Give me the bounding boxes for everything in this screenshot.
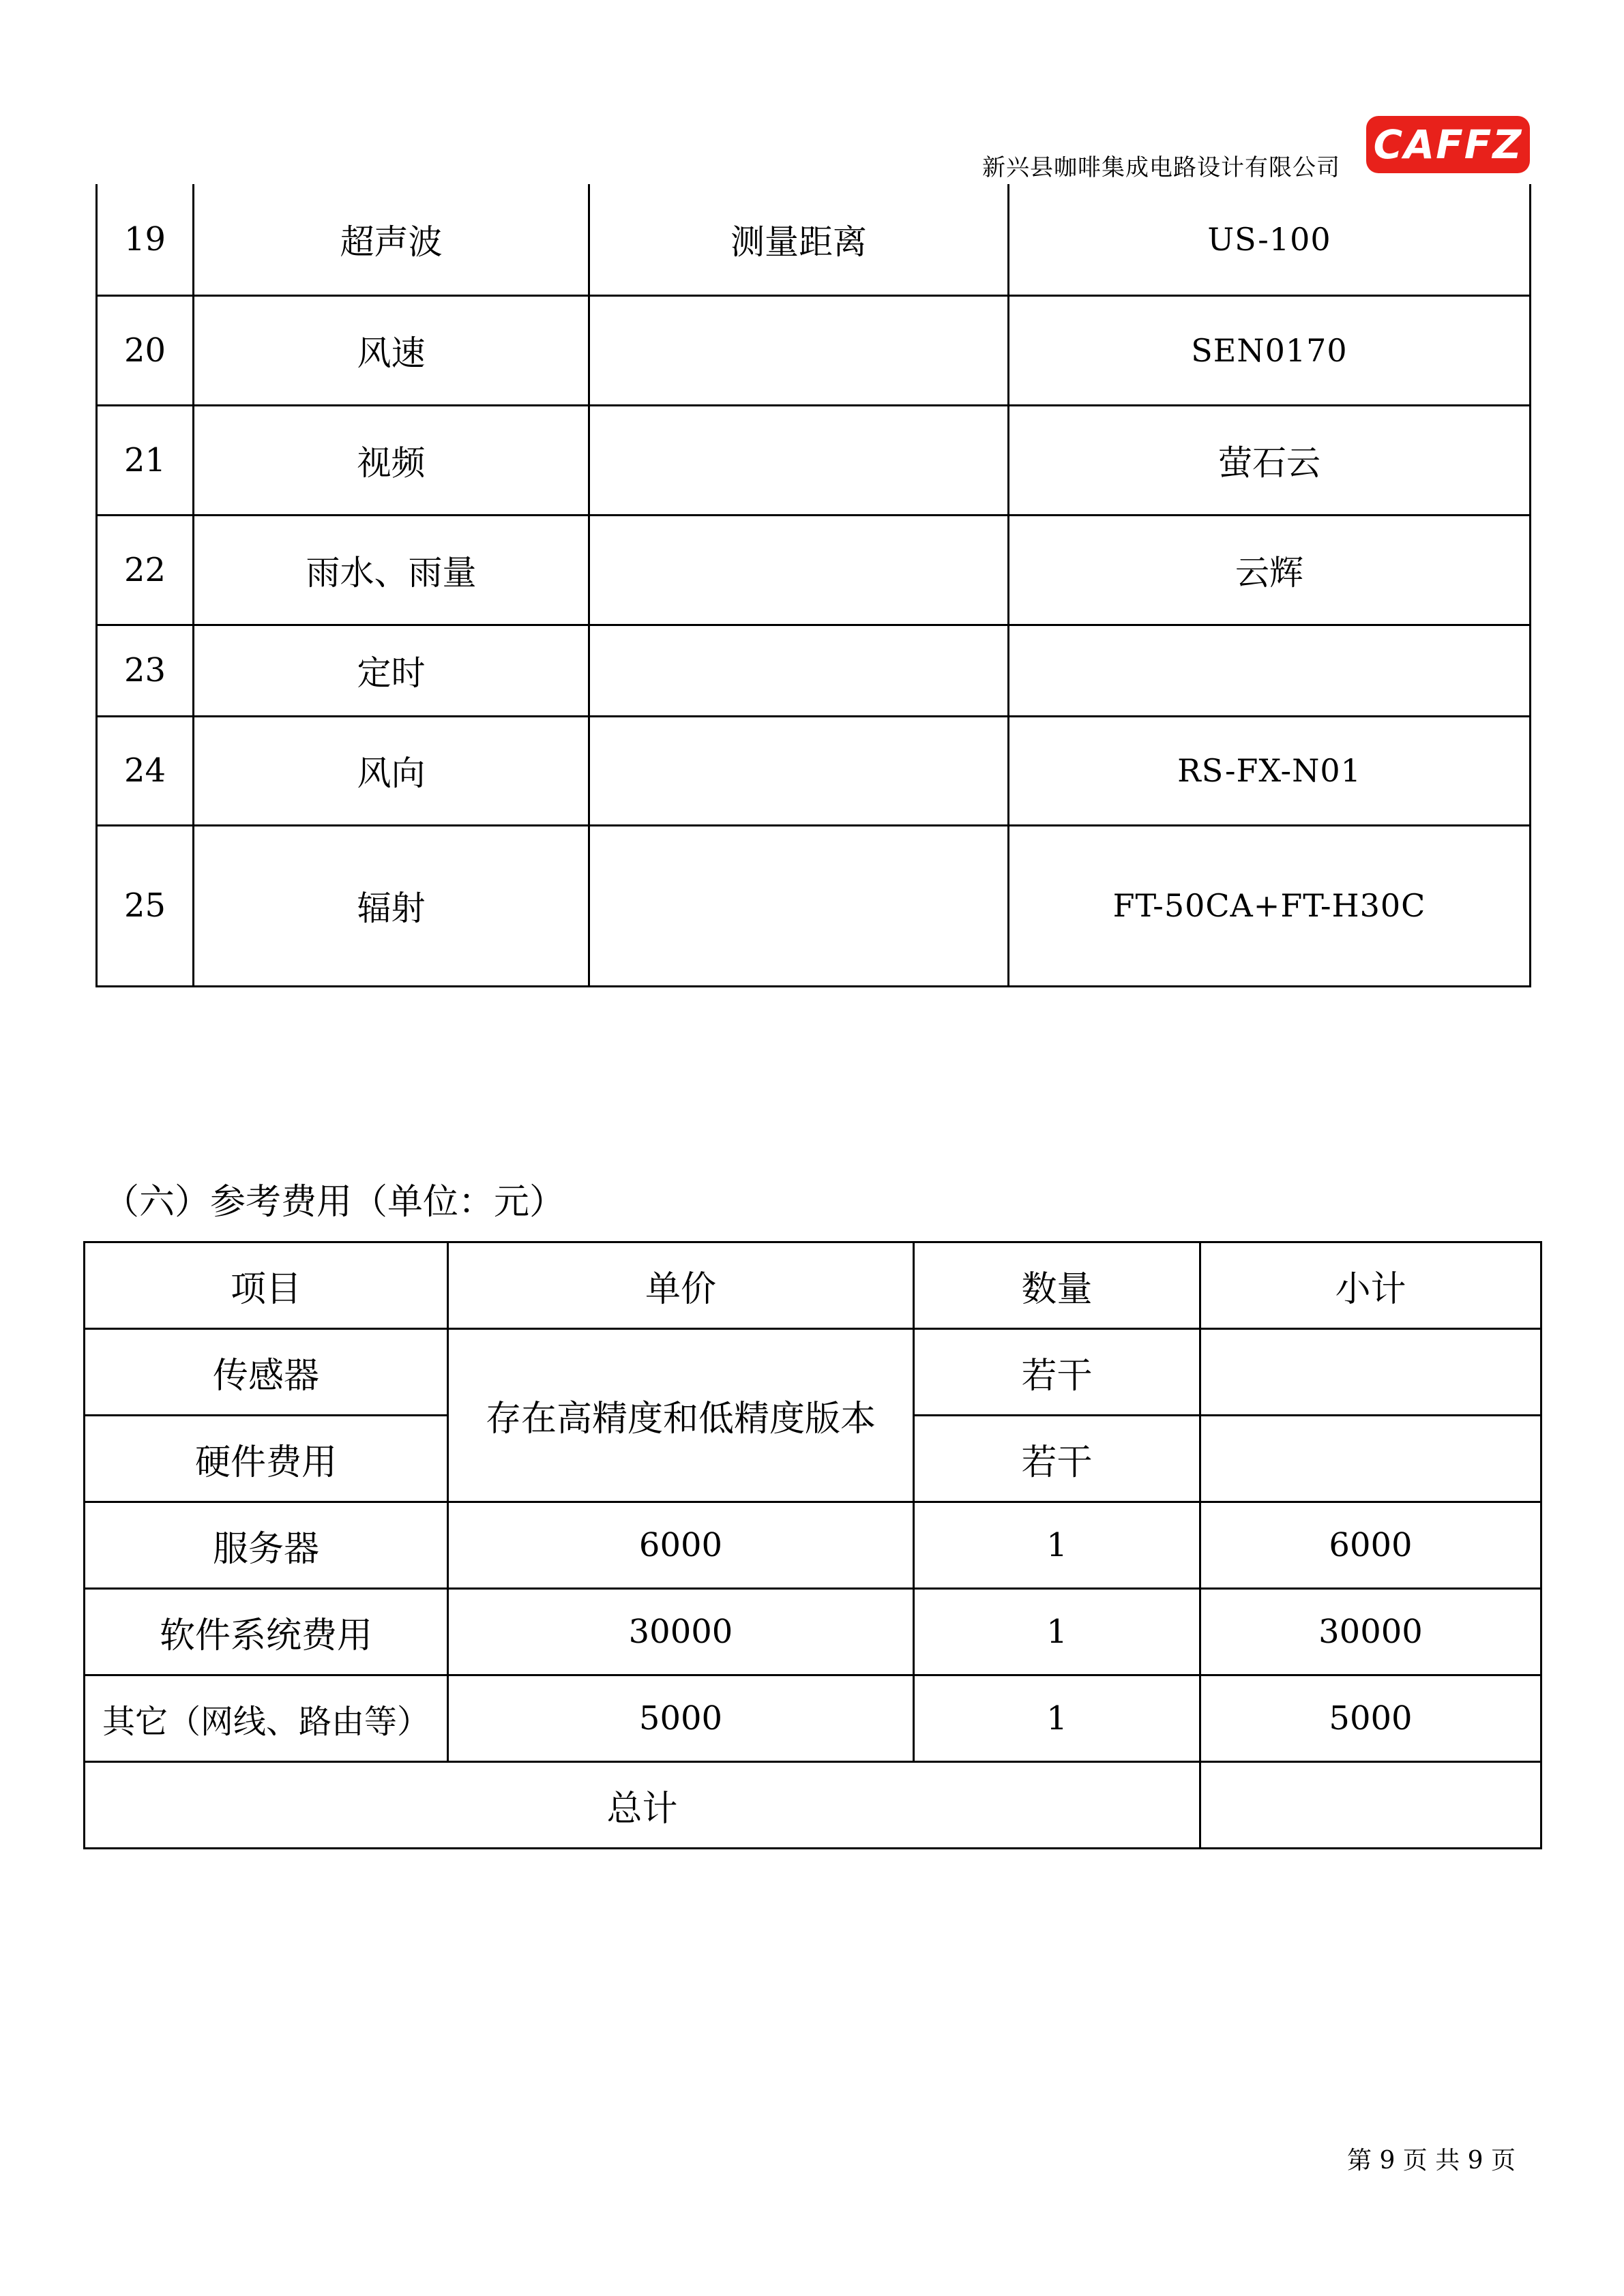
qty-cell: 1	[914, 1589, 1200, 1675]
row-number: 23	[97, 625, 194, 716]
sensor-function: 测量距离	[589, 184, 1009, 295]
total-value	[1200, 1762, 1541, 1849]
row-number: 22	[97, 515, 194, 625]
row-number: 19	[97, 184, 194, 295]
row-number: 25	[97, 825, 194, 986]
subtotal-cell	[1200, 1416, 1541, 1502]
column-header: 数量	[914, 1242, 1200, 1329]
sensor-name: 视频	[194, 405, 589, 515]
table-row	[97, 625, 1531, 716]
column-header: 小计	[1200, 1242, 1541, 1329]
sensor-model: RS-FX-N01	[1009, 716, 1531, 825]
sensor-function	[589, 295, 1009, 405]
qty-cell: 若干	[914, 1416, 1200, 1502]
sensor-function	[589, 716, 1009, 825]
sensor-function	[589, 825, 1009, 986]
subtotal-cell: 30000	[1200, 1589, 1541, 1675]
table-row	[85, 1329, 1541, 1416]
subtotal-cell: 5000	[1200, 1675, 1541, 1762]
subtotal-cell	[1200, 1329, 1541, 1416]
total-label: 总计	[85, 1762, 1200, 1849]
column-header: 单价	[448, 1242, 914, 1329]
sensor-name: 定时	[194, 625, 589, 716]
column-header: 项目	[85, 1242, 448, 1329]
sensor-model: 萤石云	[1009, 405, 1531, 515]
table-row	[85, 1502, 1541, 1589]
sensor-function	[589, 515, 1009, 625]
sensor-model: FT-50CA+FT-H30C	[1009, 825, 1531, 986]
table-row	[97, 825, 1531, 986]
sensor-model: SEN0170	[1009, 295, 1531, 405]
sensor-name: 超声波	[194, 184, 589, 295]
subtotal-cell: 6000	[1200, 1502, 1541, 1589]
price-cell: 30000	[448, 1589, 914, 1675]
item-cell: 服务器	[85, 1502, 448, 1589]
sensor-function	[589, 625, 1009, 716]
qty-cell: 若干	[914, 1329, 1200, 1416]
sensor-model: 云辉	[1009, 515, 1531, 625]
sensor-model	[1009, 625, 1531, 716]
table-header-row	[85, 1242, 1541, 1329]
row-number: 24	[97, 716, 194, 825]
table-row	[85, 1675, 1541, 1762]
sensor-model: US-100	[1009, 184, 1531, 295]
price-cell: 存在高精度和低精度版本	[448, 1329, 914, 1502]
item-cell: 其它（网线、路由等）	[85, 1675, 448, 1762]
page-number: 第 9 页 共 9 页	[1347, 2147, 1516, 2175]
row-number: 20	[97, 295, 194, 405]
table-row	[97, 295, 1531, 405]
table-row	[97, 184, 1531, 295]
qty-cell: 1	[914, 1675, 1200, 1762]
item-cell: 硬件费用	[85, 1416, 448, 1502]
row-number: 21	[97, 405, 194, 515]
item-cell: 传感器	[85, 1329, 448, 1416]
sensor-function	[589, 405, 1009, 515]
header-company-name: 新兴县咖啡集成电路设计有限公司	[982, 154, 1340, 181]
company-logo: CAFFZ	[1366, 116, 1530, 173]
item-cell: 软件系统费用	[85, 1589, 448, 1675]
cost-table	[83, 1241, 1542, 1849]
section-title: （六）参考费用（单位：元）	[104, 1182, 565, 1223]
qty-cell: 1	[914, 1502, 1200, 1589]
table-row	[97, 515, 1531, 625]
table-row	[85, 1589, 1541, 1675]
sensor-table	[95, 184, 1531, 987]
sensor-name: 辐射	[194, 825, 589, 986]
price-cell: 5000	[448, 1675, 914, 1762]
total-row	[85, 1762, 1541, 1849]
sensor-name: 雨水、雨量	[194, 515, 589, 625]
price-cell: 6000	[448, 1502, 914, 1589]
table-row	[97, 716, 1531, 825]
sensor-name: 风向	[194, 716, 589, 825]
sensor-name: 风速	[194, 295, 589, 405]
table-row	[97, 405, 1531, 515]
